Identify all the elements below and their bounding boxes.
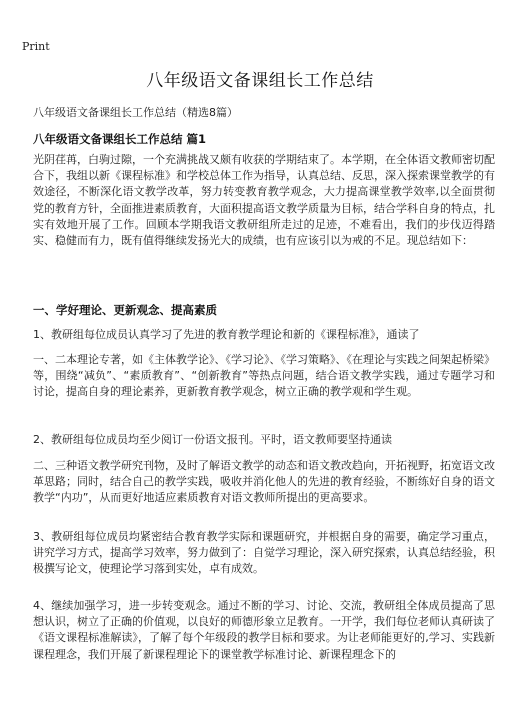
paragraph: 4、继续加强学习，进一步转变观念。通过不断的学习、讨论、交流，教研组全体成员提高了思想认识，树立了正确的价值观，以良好的师德形象立足教育。一开学，我们每位老师认真研读了《语文课程标准解读》，了解了每个年级段的教学目标和要求。为让老师能更好的,学习、实践新课程理念，我们开展了新课程理论下的课堂教学标准讨论、新课程理念下的 — [33, 599, 495, 661]
intro-paragraph: 光阴荏苒，白驹过隙，一个充满挑战又颇有收获的学期结束了。本学期，在全体语文教师密切配合下，我组以新《课程标准》和学校总体工作为指导，认真总结、反思，深入探索课堂教学的有效途径，不断深化语文教学改革，努力转变教育教学观念，大力提高课堂教学效率,以全面贯彻党的教育方针，全面推进素质教育，大面积提高语文教学质量为目标，结合学科自身的特点，扎实有效地开展了工作。回顾本学期我语文教研组所走过的足迹，不难看出，我们的步伐迈得踏实、稳健而有力，既有值得继续发扬光大的成绩，也有应该引以为戒的不足。现总结如下： — [33, 153, 495, 248]
paragraph: 一、二本理论专著，如《主体教学论》、《学习论》、《学习策略》、《在理论与实践之间架起桥梁》等，围绕“减负”、“素质教育”、“创新教育”等热点问题，结合语文教学实践，通过专题学习和讨论，提高自身的理论素养，更新教育教学观念，树立正确的教学观和学生观。 — [33, 353, 495, 399]
paragraph: 二、三种语文教学研究刊物，及时了解语文教学的动态和语文教改趋向，开拓视野，拓宽语文改革思路；同时，结合自己的教学实践，吸收并消化他人的先进的教育经验，不断练好自身的语文教学“内功”，从而更好地适应素质教育对语文教师所提出的更高要求。 — [33, 459, 495, 505]
page-title: 八年级语文备课组长工作总结 — [146, 71, 374, 91]
print-link[interactable]: Print — [22, 40, 50, 53]
section-title: 八年级语文备课组长工作总结 篇1 — [33, 132, 207, 146]
subtitle: 八年级语文备课组长工作总结（精选8篇） — [33, 106, 238, 119]
heading-study-theory: 一、学好理论、更新观念、提高素质 — [33, 303, 217, 317]
paragraph: 2、教研组每位成员均至少阅订一份语文报刊。平时，语文教师要坚持通读 — [33, 433, 392, 446]
paragraph: 1、教研组每位成员认真学习了先进的教育教学理论和新的《课程标准》，通读了 — [33, 328, 420, 341]
paragraph: 3、教研组每位成员均紧密结合教育教学实际和课题研究，并根据自身的需要，确定学习重点，讲究学习方式，提高学习效率，努力做到了：自觉学习理论，深入研究探索，认真总结经验，积极撰写论文，使理论学习落到实处，卓有成效。 — [33, 530, 495, 576]
